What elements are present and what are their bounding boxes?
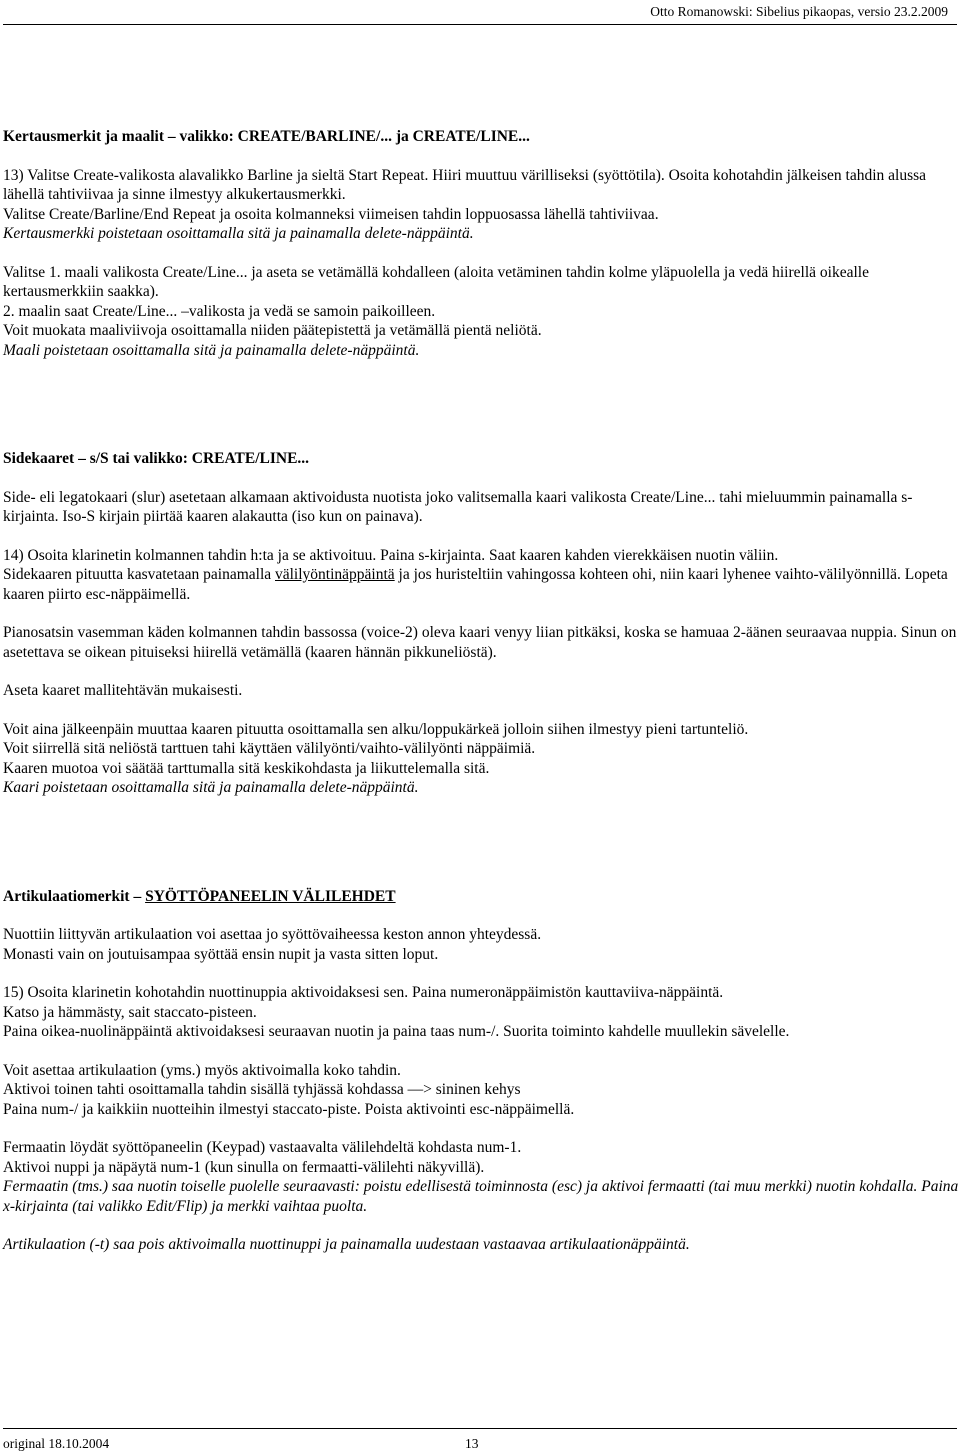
italic-note: Fermaatin (tms.) saa nuotin toiselle puolelle seuraavasti: poistu edellisestä toiminnosta (esc) ja aktivoi fermaatti (tai muu merkki) nuotin kohdalla. Paina x-kirjainta (tai valikko Edit/Flip) ja merkki vaihtaa puolta. bbox=[3, 1178, 959, 1215]
paragraph: Paina oikea-nuolinäppäintä aktivoidaksesi seuraavan nuotin ja paina taas num-/. Suorita toiminto kahdelle muullekin sävelelle. bbox=[3, 1023, 790, 1040]
paragraph: 14) Osoita klarinetin kolmannen tahdin h:ta ja se aktivoituu. Paina s-kirjainta. Saat kaaren kahden vierekkäisen nuotin väliin. bbox=[3, 546, 779, 564]
page-number: 13 bbox=[465, 1436, 479, 1451]
paragraph: 2. maalin saat Create/Line... –valikosta ja vedä se samoin paikoilleen. bbox=[3, 302, 436, 320]
italic-note: Maali poistetaan osoittamalla sitä ja painamalla delete-näppäintä. bbox=[3, 341, 420, 359]
paragraph: Aktivoi toinen tahti osoittamalla tahdin sisällä tyhjässä kohdassa —> sininen kehys bbox=[3, 1081, 521, 1098]
italic-note: Artikulaation (-t) saa pois aktivoimalla nuottinuppi ja painamalla uudestaan vastaavaa artikulaationäppäintä. bbox=[3, 1236, 690, 1253]
page-header: Otto Romanowski: Sibelius pikaopas, versio 23.2.2009 bbox=[650, 4, 948, 19]
paragraph: Kaaren muotoa voi säätää tarttumalla sitä keskikohdasta ja liikuttelemalla sitä. bbox=[3, 759, 490, 777]
paragraph: Katso ja hämmästy, sait staccato-pisteen. bbox=[3, 1003, 257, 1021]
italic-note: Kaari poistetaan osoittamalla sitä ja painamalla delete-näppäintä. bbox=[3, 779, 419, 796]
section-heading-repeats: Kertausmerkit ja maalit – valikko: CREATE/BARLINE/... ja CREATE/LINE... bbox=[3, 128, 530, 145]
paragraph: Fermaatin löydät syöttöpaneelin (Keypad) vastaavalta välilehdeltä kohdasta num-1. bbox=[3, 1139, 522, 1156]
paragraph: Aseta kaaret mallitehtävän mukaisesti. bbox=[3, 682, 243, 699]
heading-underlined: SYÖTTÖPANEELIN VÄLILEHDET bbox=[145, 887, 396, 905]
paragraph: Valitse Create/Barline/End Repeat ja osoita kolmanneksi viimeisen tahdin loppuosassa lähellä tahtiviivaa. bbox=[3, 205, 659, 223]
paragraph: Side- eli legatokaari (slur) asetetaan alkamaan aktivoidusta nuotista joko valitsemalla kaari valikosta Create/Line... tahi mieluummin painamalla s-kirjainta. Iso-S kirjain piirtää kaaren alakautta (iso kun on painava). bbox=[3, 488, 913, 525]
paragraph bbox=[3, 565, 959, 604]
underlined-term: välilyöntinäppäintä bbox=[275, 566, 395, 583]
paragraph: Aktivoi nuppi ja näpäytä num-1 (kun sinulla on fermaatti-välilehti näkyvillä). bbox=[3, 1158, 485, 1176]
paragraph: Voit siirrellä sitä neliöstä tarttuen tahi käyttäen välilyönti/vaihto-välilyönti näppäimiä. bbox=[3, 740, 536, 757]
heading-text: Artikulaatiomerkit – bbox=[3, 887, 146, 905]
text-span: ja jos huristeltiin vahingossa kohteen ohi, niin kaari lyhenee vaihto-välilyönnillä. Lopeta kaaren piirto esc-näppäimellä. bbox=[3, 566, 948, 603]
section-heading-slurs: Sidekaaret – s/S tai valikko: CREATE/LINE... bbox=[3, 450, 310, 467]
section-heading-articulation bbox=[3, 887, 959, 907]
paragraph: Voit aina jälkeenpäin muuttaa kaaren pituutta osoittamalla sen alku/loppukärkeä jolloin siihen ilmestyy pieni tartunteliö. bbox=[3, 720, 749, 738]
paragraph: Valitse 1. maali valikosta Create/Line... ja aseta se vetämällä kohdalleen (aloita vetäminen tahdin kolme yläpuolella ja vedä hiirellä oikealle kertausmerkkiin saakka). bbox=[3, 263, 869, 300]
page-content bbox=[3, 127, 959, 1255]
paragraph: 13) Valitse Create-valikosta alavalikko Barline ja sieltä Start Repeat. Hiiri muuttuu värilliseksi (syöttötila). Osoita kohotahdin jälkeisen tahdin alussa lähellä tahtiviivaa ja sinne ilmestyy alkukertausmerkki. bbox=[3, 166, 927, 203]
paragraph: Monasti vain on joutuisampaa syöttää ensin nupit ja vasta sitten loput. bbox=[3, 945, 439, 963]
paragraph: Voit asettaa artikulaation (yms.) myös aktivoimalla koko tahdin. bbox=[3, 1061, 401, 1079]
paragraph: Paina num-/ ja kaikkiin nuotteihin ilmestyi staccato-piste. Poista aktivointi esc-näppäimellä. bbox=[3, 1100, 575, 1118]
text-span: Sidekaaren pituutta kasvatetaan painamalla bbox=[3, 566, 275, 583]
italic-note: Kertausmerkki poistetaan osoittamalla sitä ja painamalla delete-näppäintä. bbox=[3, 225, 474, 242]
header-divider bbox=[3, 24, 957, 25]
paragraph: Pianosatsin vasemman käden kolmannen tahdin bassossa (voice-2) oleva kaari venyy liian pitkäksi, koska se hamuaa 2-äänen seuraavaa nuppia. Sinun on asetettava se oikean pituiseksi hiirellä vetämällä (kaaren hännän pikkuneliöstä). bbox=[3, 624, 957, 661]
footer-divider bbox=[3, 1428, 957, 1429]
paragraph: Nuottiin liittyvän artikulaation voi asettaa jo syöttövaiheessa keston annon yhteydessä. bbox=[3, 926, 542, 943]
paragraph: Voit muokata maaliviivoja osoittamalla niiden päätepistettä ja vetämällä pientä neliötä. bbox=[3, 322, 542, 339]
paragraph: 15) Osoita klarinetin kohotahdin nuottinuppia aktivoidaksesi sen. Paina numeronäppäimistön kauttaviiva-näppäintä. bbox=[3, 984, 724, 1001]
footer-date: original 18.10.2004 bbox=[3, 1436, 110, 1451]
